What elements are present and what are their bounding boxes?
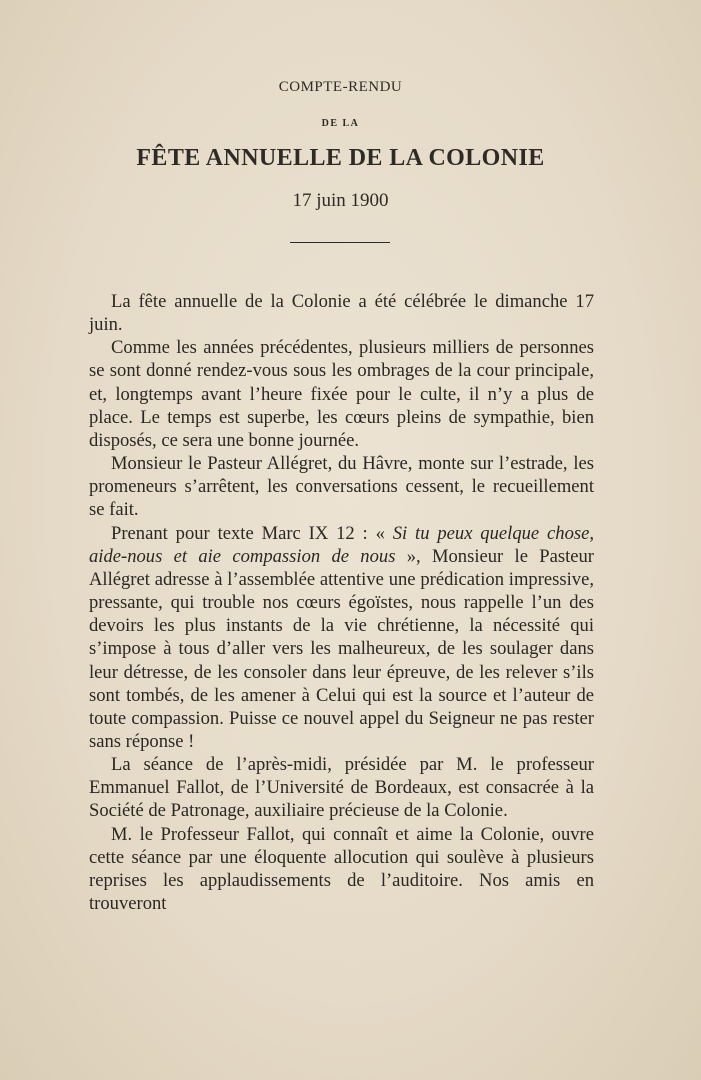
paragraph-4 — [89, 522, 594, 754]
paragraph-4-rest: », Monsieur le Pasteur Allégret adresse à l’assemblée attentive une prédication impressive, pressante, qui trouble nos cœurs égoïstes, nous rappelle l’un des devoirs les plus instants de la vie chrétienne, la nécessité qui s’impose à tous d’aller vers les malheureux, de les soulager dans leur détresse, de les consoler dans leur épreuve, de les relever s’ils sont tombés, de les amener à Celui qui est la source et l’auteur de toute compassion. Puisse ce nouvel appel du Seigneur ne pas rester sans réponse ! — [89, 545, 594, 752]
heading-de-la: DE LA — [321, 118, 360, 129]
paragraph-1: La fête annuelle de la Colonie a été célébrée le dimanche 17 juin. — [89, 291, 594, 336]
paragraph-6: M. le Professeur Fallot, qui connaît et aime la Colonie, ouvre cette séance par une éloquente allocution qui soulève à plusieurs reprises les applaudissements de l’auditoire. Nos amis en trouveront — [89, 823, 594, 915]
scripture-quote: Si tu peux quelque chose, aide-nous et aie compassion de nous — [89, 522, 595, 567]
heading-compte-rendu: COMPTE-RENDU — [278, 79, 403, 95]
paragraph-2: Comme les années précédentes, plusieurs milliers de personnes se sont donné rendez-vous sous les ombrages de la cour principale, et, longtemps avant l’heure fixée pour le culte, il n’y a plus de place. Le temps est superbe, les cœurs pleins de sympathie, bien disposés, ce sera une bonne journée. — [89, 337, 594, 451]
paragraph-3: Monsieur le Pasteur Allégret, du Hâvre, monte sur l’estrade, les promeneurs s’arrêtent, les conversations cessent, le recueillement se fait. — [89, 453, 594, 521]
page-title: FÊTE ANNUELLE DE LA COLONIE — [136, 145, 545, 171]
paragraph-4-intro: Prenant pour texte Marc IX 12 : « — [111, 522, 393, 544]
date-subtitle: 17 juin 1900 — [292, 190, 389, 211]
paragraph-5: La séance de l’après-midi, présidée par M. le professeur Emmanuel Fallot, de l’Université de Bordeaux, est consacrée à la Société de Patronage, auxiliaire précieuse de la Colonie. — [89, 754, 594, 822]
article-body — [89, 290, 594, 915]
title-divider — [290, 242, 390, 243]
